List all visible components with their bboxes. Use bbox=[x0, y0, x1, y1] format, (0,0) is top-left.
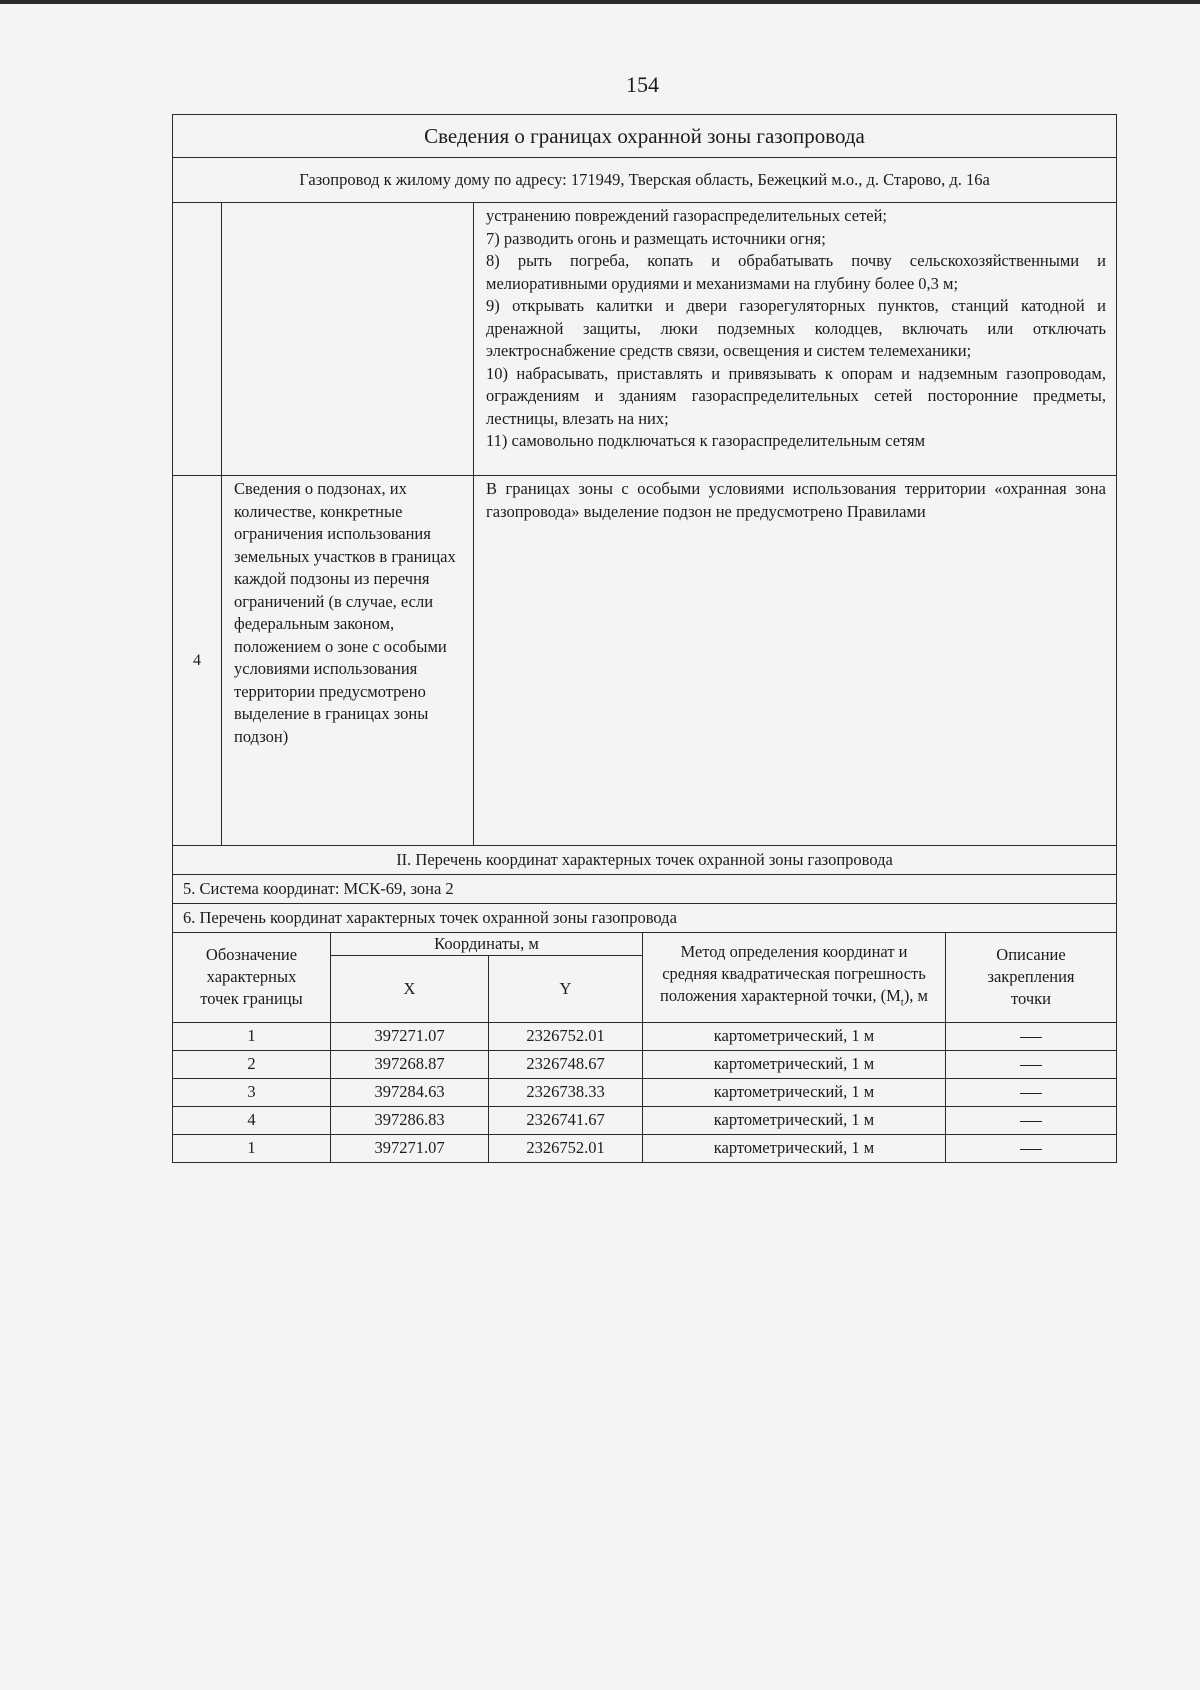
page-number: 154 bbox=[626, 72, 659, 97]
document-title: Сведения о границах охранной зоны газопровода bbox=[173, 115, 1117, 158]
point-y: 2326752.01 bbox=[489, 1022, 643, 1050]
point-method: картометрический, 1 м bbox=[643, 1078, 946, 1106]
point-description bbox=[946, 1106, 1117, 1134]
point-method: картометрический, 1 м bbox=[643, 1050, 946, 1078]
point-description bbox=[946, 1078, 1117, 1106]
header-method-unit: ), м bbox=[903, 985, 928, 1005]
point-method: картометрический, 1 м bbox=[643, 1106, 946, 1134]
point-method: картометрический, 1 м bbox=[643, 1134, 946, 1162]
point-x: 397286.83 bbox=[331, 1106, 489, 1134]
point-y: 2326752.01 bbox=[489, 1134, 643, 1162]
point-id: 4 bbox=[173, 1106, 331, 1134]
header-y: Y bbox=[489, 955, 643, 1022]
point-description bbox=[946, 1050, 1117, 1078]
point-id: 1 bbox=[173, 1022, 331, 1050]
point-id: 1 bbox=[173, 1134, 331, 1162]
table-row bbox=[173, 1106, 1117, 1134]
header-designation: Обозначение характерных точек границы bbox=[173, 932, 331, 1022]
points-list-title: 6. Перечень координат характерных точек охранной зоны газопровода bbox=[173, 904, 1117, 933]
header-method-subscript: t bbox=[900, 996, 904, 1009]
table-row bbox=[173, 1134, 1117, 1162]
restriction-line: 9) открывать калитки и двери газорегуляторных пунктов, станций катодной и дренажной защиты, люки подземных колодцев, включать или отключать электроснабжение средств связи, освещения и систем телемеханики; bbox=[486, 296, 1107, 360]
row-number-empty bbox=[173, 203, 222, 476]
point-description bbox=[946, 1022, 1117, 1050]
restriction-line: 11) самовольно подключаться к газораспределительным сетям bbox=[486, 431, 926, 450]
subzones-label: Сведения о подзонах, их количестве, конкретные ограничения использования земельных участков в границах каждой подзоны из перечня ограничений (в случае, если федеральным законом, положением о зоне с особыми условиями использования территории предусмотрено выделение в границах зоны подзон) bbox=[222, 476, 474, 846]
point-id: 3 bbox=[173, 1078, 331, 1106]
coordinate-system: 5. Система координат: МСК-69, зона 2 bbox=[173, 875, 1117, 904]
restriction-line: 10) набрасывать, приставлять и привязывать к опорам и надземным газопроводам, ограждениям и зданиям газораспределительных сетей посторонние предметы, лестницы, влезать на них; bbox=[486, 363, 1107, 428]
restrictions-continuation bbox=[474, 203, 1117, 476]
dash-mark bbox=[1020, 1065, 1042, 1066]
point-y: 2326748.67 bbox=[489, 1050, 643, 1078]
point-x: 397271.07 bbox=[331, 1022, 489, 1050]
restriction-line: 8) рыть погреба, копать и обрабатывать почву сельскохозяйственными и мелиоративными орудиями и механизмами на глубину более 0,3 м; bbox=[486, 251, 1107, 293]
dash-mark bbox=[1020, 1149, 1042, 1150]
point-id: 2 bbox=[173, 1050, 331, 1078]
point-y: 2326741.67 bbox=[489, 1106, 643, 1134]
row-number: 4 bbox=[173, 476, 222, 846]
header-description: Описание закрепления точки bbox=[946, 932, 1117, 1022]
point-method: картометрический, 1 м bbox=[643, 1022, 946, 1050]
table-row bbox=[173, 1022, 1117, 1050]
table-row bbox=[173, 1050, 1117, 1078]
coordinates-table bbox=[172, 932, 1117, 1163]
point-x: 397271.07 bbox=[331, 1134, 489, 1162]
row-label-empty bbox=[222, 203, 474, 476]
point-y: 2326738.33 bbox=[489, 1078, 643, 1106]
header-method bbox=[643, 932, 946, 1022]
dash-mark bbox=[1020, 1121, 1042, 1122]
dash-mark bbox=[1020, 1037, 1042, 1038]
point-x: 397284.63 bbox=[331, 1078, 489, 1106]
restriction-line: устранению повреждений газораспределительных сетей; bbox=[486, 206, 888, 225]
document-body bbox=[172, 114, 1116, 1163]
header-coordinates: Координаты, м bbox=[331, 932, 643, 955]
header-x: X bbox=[331, 955, 489, 1022]
table-row bbox=[173, 1078, 1117, 1106]
restriction-line: 7) разводить огонь и размещать источники огня; bbox=[486, 228, 826, 248]
header-method-text: Метод определения координат и средняя квадратическая погрешность положения характерной точки, (М bbox=[660, 941, 926, 1005]
scan-edge bbox=[0, 0, 1200, 4]
point-description bbox=[946, 1134, 1117, 1162]
zone-info-table bbox=[172, 114, 1117, 933]
subzones-text: В границах зоны с особыми условиями использования территории «охранная зона газопровода» выделение подзон не предусмотрено Правилами bbox=[474, 476, 1117, 846]
object-address: Газопровод к жилому дому по адресу: 171949, Тверская область, Бежецкий м.о., д. Старово, д. 16а bbox=[173, 158, 1117, 203]
dash-mark bbox=[1020, 1093, 1042, 1094]
point-x: 397268.87 bbox=[331, 1050, 489, 1078]
section-2-title: II. Перечень координат характерных точек охранной зоны газопровода bbox=[173, 846, 1117, 875]
